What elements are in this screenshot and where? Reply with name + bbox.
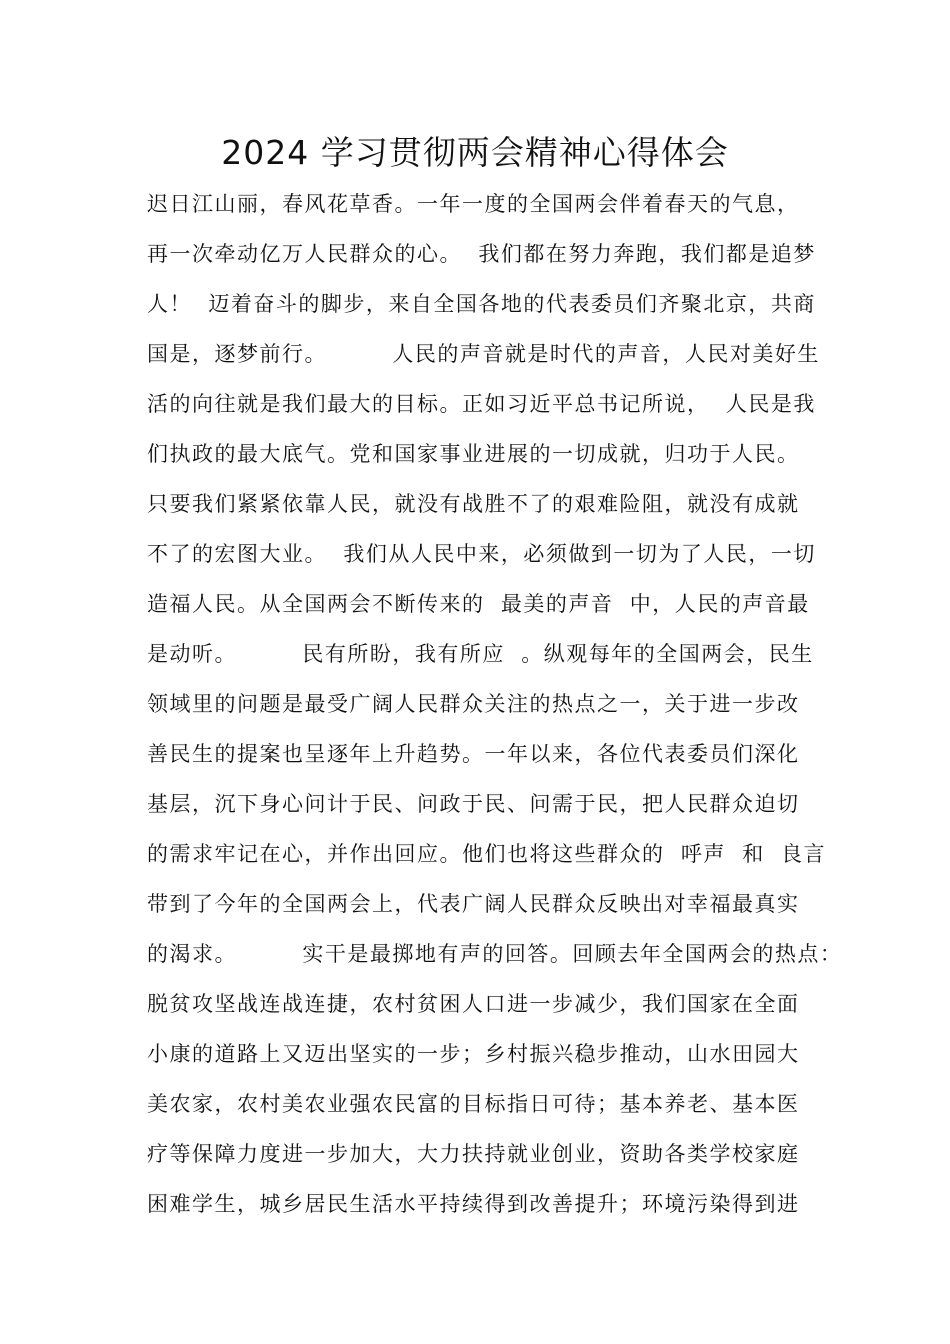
paragraph-line: 只要我们紧紧依靠人民，就没有战胜不了的艰难险阻，就没有成就: [147, 492, 800, 516]
paragraph-line: 的渴求。 实干是最掷地有声的回答。回顾去年全国两会的热点：: [147, 942, 843, 966]
paragraph-line: 迟日江山丽，春风花草香。一年一度的全国两会伴着春天的气息，: [147, 192, 800, 216]
paragraph-line: 脱贫攻坚战连战连捷，农村贫困人口进一步减少，我们国家在全面: [147, 992, 800, 1016]
paragraph-line: 领域里的问题是最受广阔人民群众关注的热点之一，关于进一步改: [147, 692, 800, 716]
document-title: 2024 学习贯彻两会精神心得体会: [221, 133, 729, 172]
paragraph-line: 带到了今年的全国两会上，代表广阔人民群众反映出对幸福最真实: [147, 892, 800, 916]
paragraph-line: 的需求牢记在心，并作出回应。他们也将这些群众的 呼声 和 良言: [147, 842, 827, 866]
paragraph-line: 活的向往就是我们最大的目标。正如习近平总书记所说， 人民是我: [147, 392, 816, 416]
paragraph-line: 基层，沉下身心问计于民、问政于民、问需于民，把人民群众迫切: [147, 792, 800, 816]
paragraph-line: 人！ 迈着奋斗的脚步，来自全国各地的代表委员们齐聚北京，共商: [147, 292, 816, 316]
paragraph-line: 困难学生，城乡居民生活水平持续得到改善提升；环境污染得到进: [147, 1192, 800, 1216]
paragraph-line: 疗等保障力度进一步加大，大力扶持就业创业，资助各类学校家庭: [147, 1142, 800, 1166]
paragraph-line: 是动听。 民有所盼，我有所应 。纵观每年的全国两会，民生: [147, 642, 814, 666]
paragraph-line: 再一次牵动亿万人民群众的心。 我们都在努力奔跑，我们都是追梦: [147, 242, 816, 266]
paragraph-line: 造福人民。从全国两会不断传来的 最美的声音 中，人民的声音最: [147, 592, 810, 616]
paragraph-line: 们执政的最大底气。党和国家事业进展的一切成就，归功于人民。: [147, 442, 800, 466]
paragraph-line: 国是，逐梦前行。 人民的声音就是时代的声音，人民对美好生: [147, 342, 820, 366]
paragraph-line: 不了的宏图大业。 我们从人民中来，必须做到一切为了人民，一切: [147, 542, 816, 566]
paragraph-line: 美农家，农村美农业强农民富的目标指日可待；基本养老、基本医: [147, 1092, 800, 1116]
paragraph-line: 善民生的提案也呈逐年上升趋势。一年以来，各位代表委员们深化: [147, 742, 800, 766]
document-body: [147, 179, 843, 1229]
paragraph-line: 小康的道路上又迈出坚实的一步；乡村振兴稳步推动，山水田园大: [147, 1042, 800, 1066]
